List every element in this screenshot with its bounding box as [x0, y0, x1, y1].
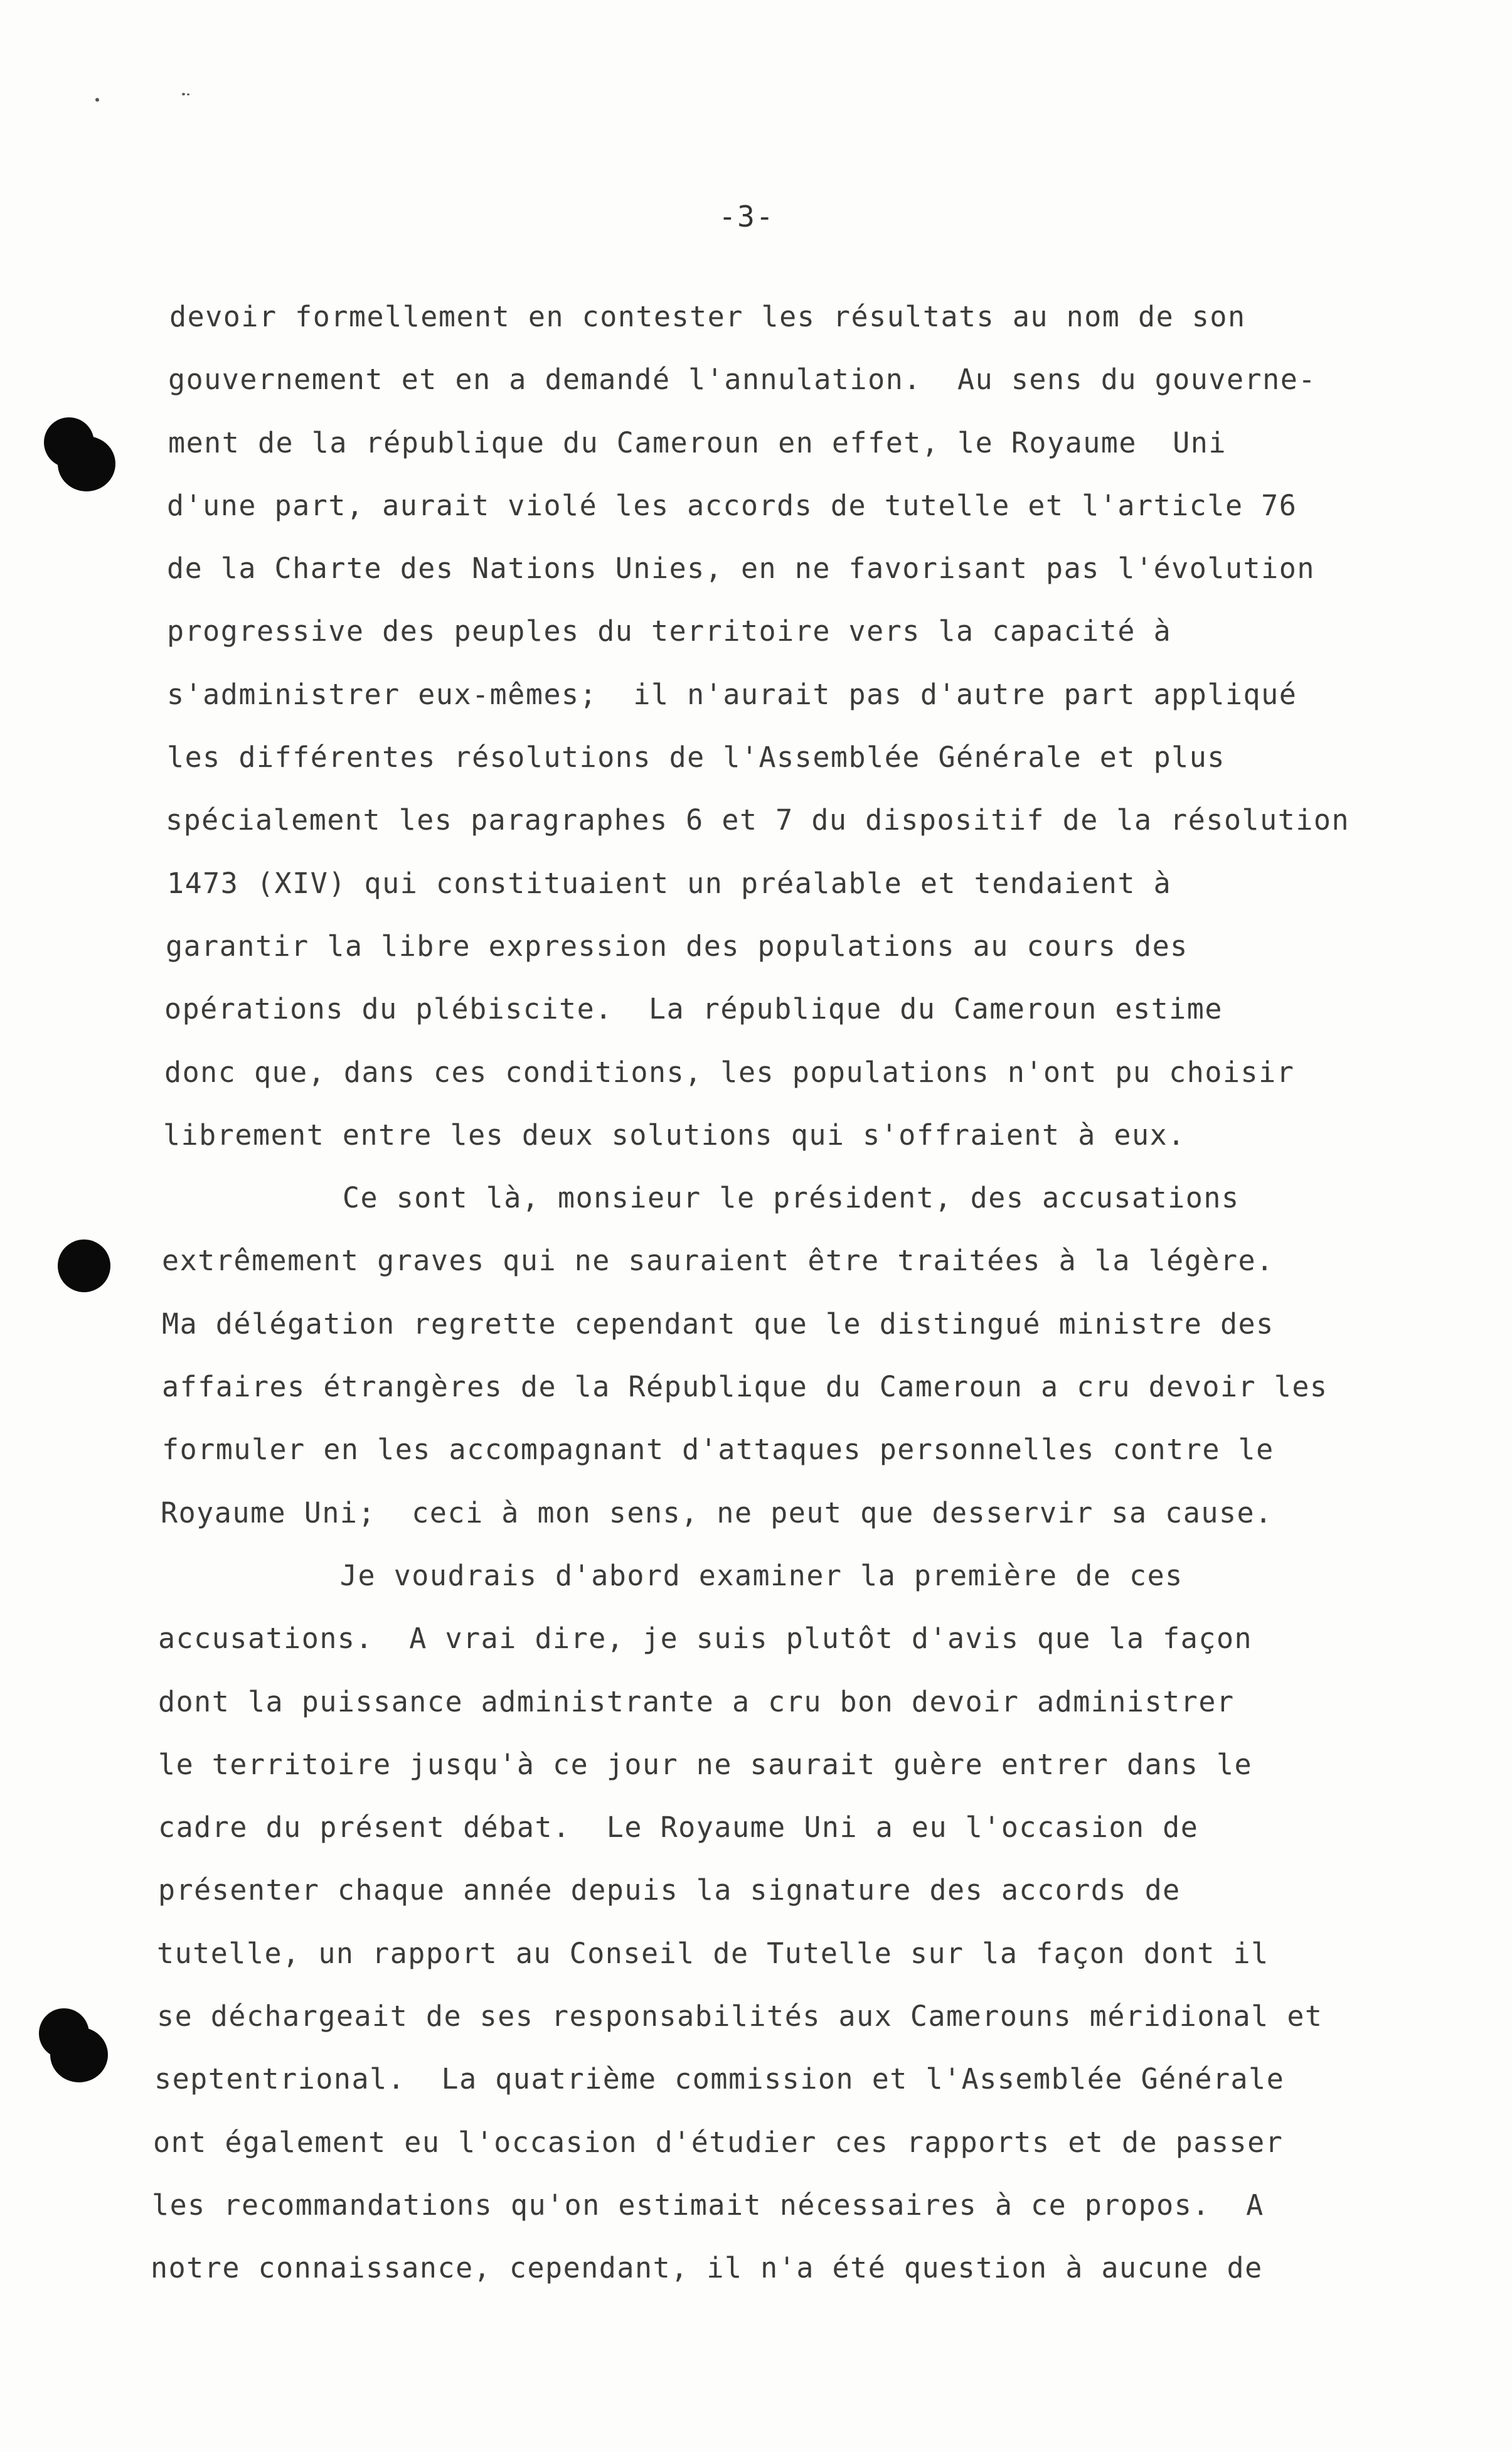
text-line: extrêmement graves qui ne sauraient être traitées à la légère.	[162, 1244, 1274, 1278]
text-line: tutelle, un rapport au Conseil de Tutelle sur la façon dont il	[157, 1936, 1269, 1970]
text-line: progressive des peuples du territoire vers la capacité à	[167, 614, 1172, 648]
text-line: de la Charte des Nations Unies, en ne favorisant pas l'évolution	[167, 552, 1315, 586]
text-line: se déchargeait de ses responsabilités aux Camerouns méridional et	[157, 2000, 1323, 2033]
text-line: ont également eu l'occasion d'étudier ces rapports et de passer	[153, 2125, 1284, 2159]
punch-hole-mark	[58, 1239, 110, 1292]
body-text	[151, 286, 1443, 2300]
text-line: s'administrer eux-mêmes; il n'aurait pas d'autre part appliqué	[167, 677, 1297, 711]
text-line: formuler en les accompagnant d'attaques personnelles contre le	[162, 1433, 1274, 1467]
text-line: donc que, dans ces conditions, les populations n'ont pu choisir	[164, 1055, 1295, 1089]
text-line: Ma délégation regrette cependant que le distingué ministre des	[162, 1307, 1274, 1341]
text-line: Je voudrais d'abord examiner la première de ces	[161, 1558, 1183, 1592]
text-line: les recommandations qu'on estimait nécessaires à ce propos. A	[152, 2188, 1264, 2222]
text-line: affaires étrangères de la République du Cameroun a cru devoir les	[162, 1370, 1328, 1404]
punch-hole-mark	[50, 2027, 108, 2082]
text-line: ment de la république du Cameroun en effet, le Royaume Uni	[168, 426, 1227, 459]
text-line: librement entre les deux solutions qui s'offraient à eux.	[163, 1118, 1186, 1152]
text-line: Royaume Uni; ceci à mon sens, ne peut que desservir sa cause.	[161, 1496, 1273, 1529]
scan-speck	[95, 98, 99, 102]
text-line: d'une part, aurait violé les accords de tutelle et l'article 76	[167, 488, 1297, 522]
scan-speck	[187, 94, 189, 95]
text-line: présenter chaque année depuis la signature des accords de	[158, 1873, 1181, 1907]
punch-hole-mark	[58, 436, 115, 491]
text-line: gouvernement et en a demandé l'annulation. Au sens du gouverne-	[168, 363, 1316, 397]
text-line: garantir la libre expression des populations au cours des	[166, 929, 1188, 963]
page-number: -3-	[718, 200, 775, 233]
text-line: accusations. A vrai dire, je suis plutôt d'avis que la façon	[158, 1622, 1253, 1656]
scan-speck	[182, 93, 185, 95]
text-line: le territoire jusqu'à ce jour ne saurait guère entrer dans le	[158, 1747, 1253, 1781]
text-line: devoir formellement en contester les résultats au nom de son	[169, 300, 1246, 333]
text-line: Ce sont là, monsieur le président, des accusations	[163, 1181, 1240, 1215]
text-line: opérations du plébiscite. La république du Cameroun estime	[164, 992, 1223, 1026]
text-line: cadre du présent débat. Le Royaume Uni a eu l'occasion de	[158, 1811, 1199, 1844]
text-line: septentrional. La quatrième commission et l'Assemblée Générale	[154, 2062, 1285, 2096]
text-line: dont la puissance administrante a cru bon devoir administrer	[158, 1684, 1235, 1718]
text-line: 1473 (XIV) qui constituaient un préalable et tendaient à	[167, 866, 1172, 900]
text-line: les différentes résolutions de l'Assemblée Générale et plus	[167, 741, 1225, 774]
text-line: spécialement les paragraphes 6 et 7 du dispositif de la résolution	[166, 803, 1350, 837]
text-line: notre connaissance, cependant, il n'a été question à aucune de	[151, 2251, 1263, 2285]
